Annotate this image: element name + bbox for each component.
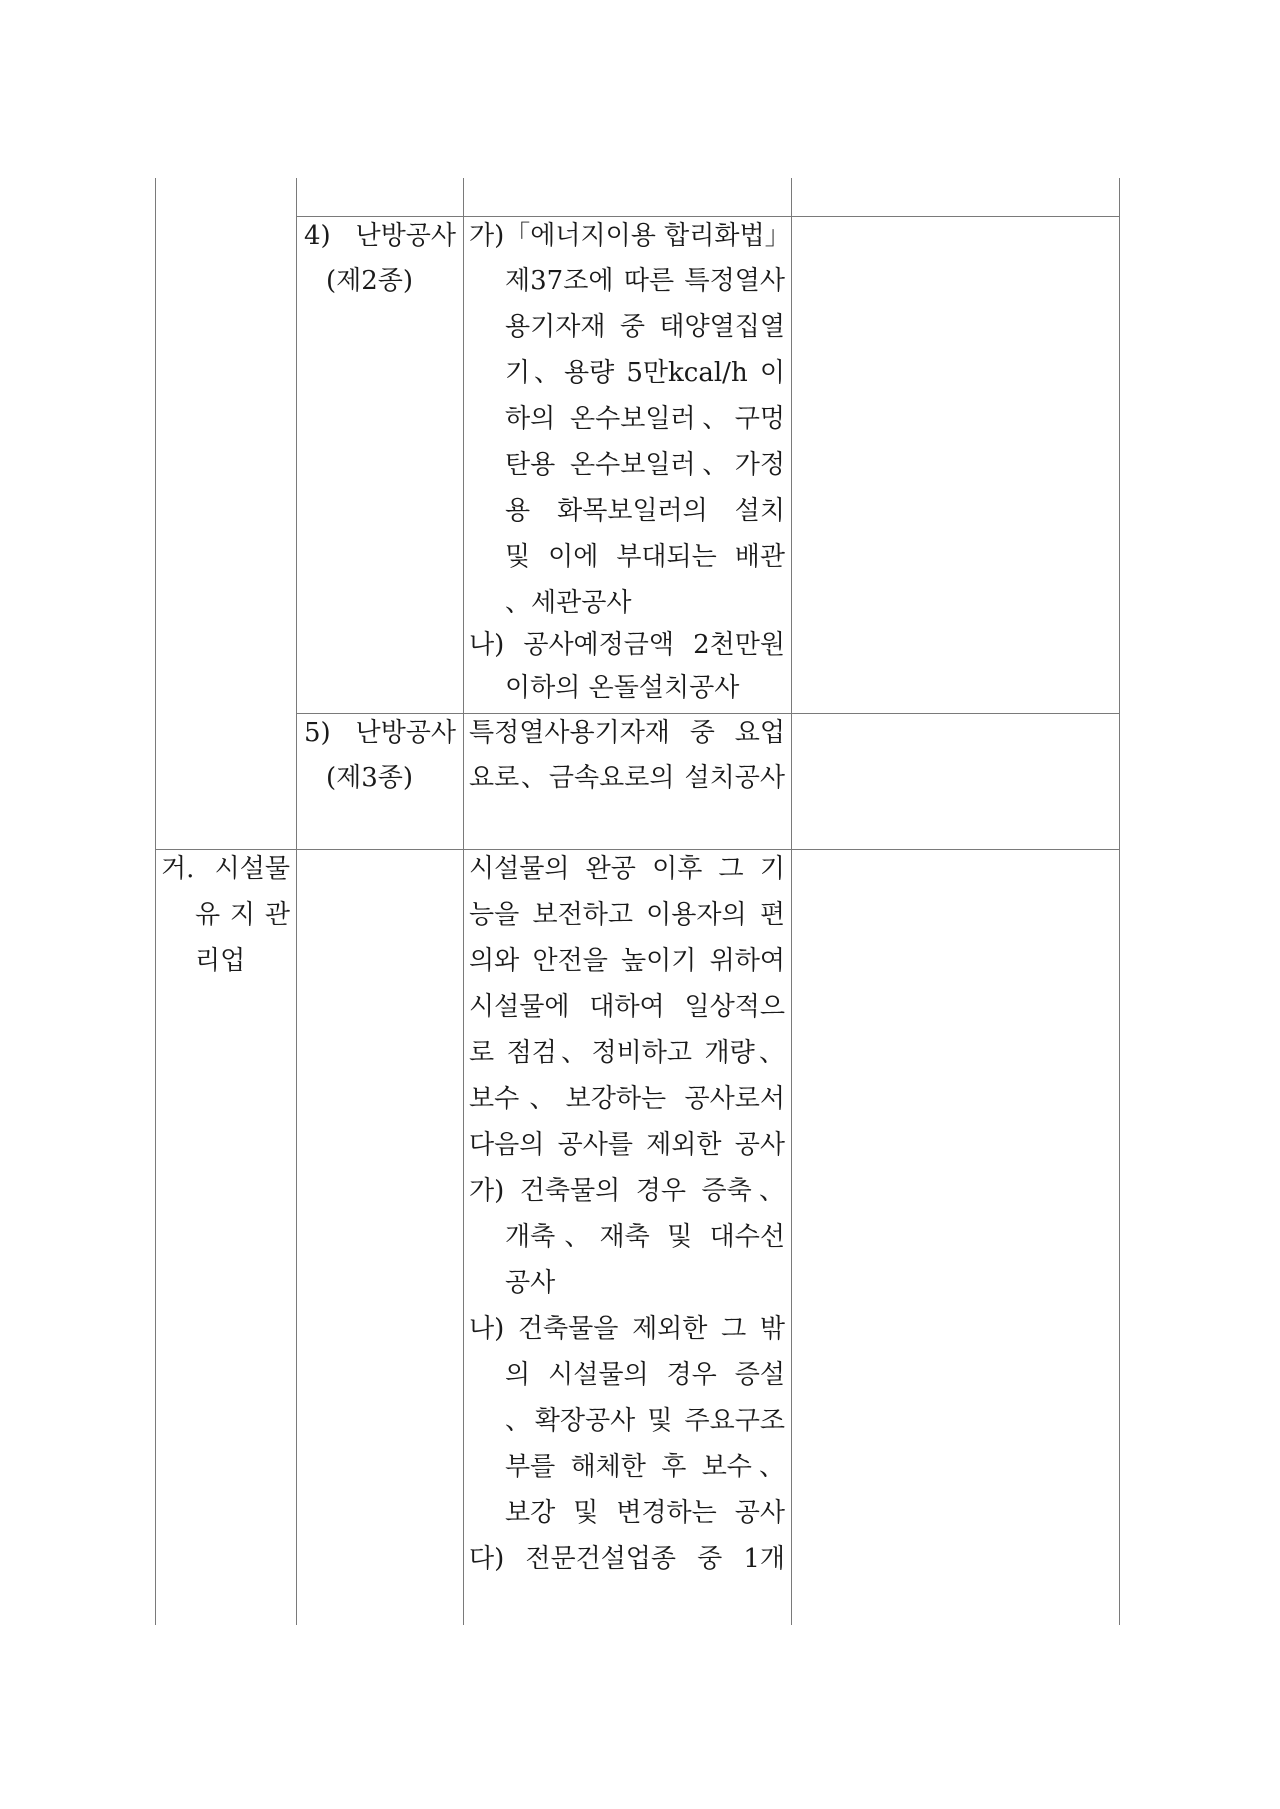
scope-line: 나) 건축물을 제외한 그 밖 (469, 1314, 785, 1344)
scope-line: 나) 공사예정금액 2천만원 (469, 630, 785, 660)
table-border-left (155, 178, 156, 1625)
scope-line: 부를 해체한 후 보수、 (505, 1452, 785, 1482)
scope-line: 보수、보강하는 공사로서 (469, 1084, 785, 1114)
subcategory-label: (제3종) (326, 763, 414, 793)
scope-line: 보강 및 변경하는 공사 (505, 1498, 785, 1528)
scope-line: 、세관공사 (505, 588, 632, 618)
scope-line: 개축、재축 및 대수선 (505, 1222, 785, 1252)
scope-line: 시설물의 완공 이후 그 기 (469, 854, 785, 884)
scope-line: 용 화목보일러의 설치 (505, 496, 785, 526)
scope-line: 가)「에너지이용 합리화법」 (469, 221, 791, 251)
row-separator (296, 713, 1120, 714)
scope-line: 및 이에 부대되는 배관 (505, 542, 785, 572)
scope-line: 요로、금속요로의 설치공사 (469, 763, 785, 793)
subcategory-label: 5) 난방공사 (304, 718, 456, 748)
table-border-right (1119, 178, 1120, 1625)
subcategory-label: (제2종) (326, 266, 414, 296)
scope-line: 용기자재 중 태양열집열 (505, 312, 785, 342)
category-label: 리업 (195, 946, 246, 976)
subcategory-label: 4) 난방공사 (304, 221, 456, 251)
scope-line: 제37조에 따른 특정열사 (505, 266, 785, 296)
table-divider-1 (296, 178, 297, 1625)
scope-line: 이하의 온돌설치공사 (505, 673, 740, 703)
table-divider-2 (463, 178, 464, 1625)
scope-line: 다) 전문건설업종 중 1개 (469, 1544, 785, 1574)
scope-line: 능을 보전하고 이용자의 편 (469, 900, 785, 930)
scope-line: 의 시설물의 경우 증설 (505, 1360, 785, 1390)
scope-line: 하의 온수보일러、구멍 (505, 404, 785, 434)
scope-line: 공사 (505, 1268, 556, 1298)
scope-line: 탄용 온수보일러、가정 (505, 450, 785, 480)
scope-line: 로 점검、정비하고 개량、 (469, 1038, 785, 1068)
table-divider-3 (791, 178, 792, 1625)
scope-line: 、확장공사 및 주요구조 (505, 1406, 785, 1436)
category-label: 거. 시설물 (161, 854, 290, 884)
category-label: 유 지 관 (195, 900, 290, 930)
scope-line: 기、용량 5만kcal/h 이 (505, 358, 785, 388)
row-separator (296, 216, 1120, 217)
scope-line: 가) 건축물의 경우 증축、 (469, 1176, 785, 1206)
scope-line: 의와 안전을 높이기 위하여 (469, 946, 785, 976)
scope-line: 특정열사용기자재 중 요업 (469, 718, 785, 748)
row-separator (155, 849, 1120, 850)
scope-line: 다음의 공사를 제외한 공사 (469, 1130, 785, 1160)
scope-line: 시설물에 대하여 일상적으 (469, 992, 785, 1022)
